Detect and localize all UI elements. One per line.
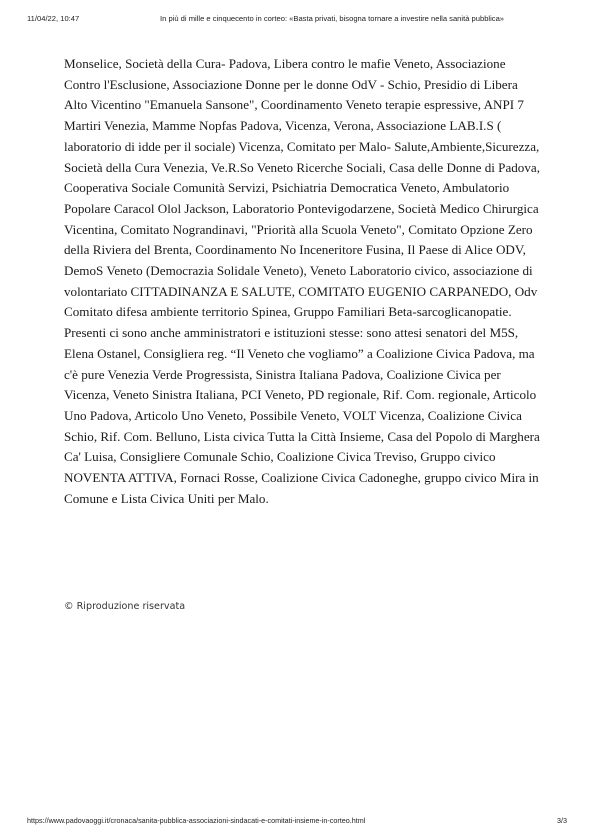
print-page-title: In più di mille e cinquecento in corteo: «Basta privati, bisogna tornare a investire nella sanità pubblica» bbox=[160, 14, 505, 23]
copyright-notice: © Riproduzione riservata bbox=[64, 601, 186, 612]
page-number: 3/3 bbox=[557, 816, 567, 825]
print-footer bbox=[27, 816, 567, 828]
print-header bbox=[27, 14, 567, 26]
print-url: https://www.padovaoggi.it/cronaca/sanita-pubblica-associazioni-sindacati-e-comitati-insieme-in-corteo.html bbox=[27, 816, 366, 825]
print-datetime: 11/04/22, 10:47 bbox=[27, 14, 80, 23]
article-body: Monselice, Società della Cura- Padova, Libera contro le mafie Veneto, Associazione Contro l'Esclusione, Associazione Donne per le donne OdV - Schio, Presidio di Libera Alto Vicentino "Emanuela Sansone", Coordinamento Veneto terapie espressive, ANPI 7 Martiri Venezia, Mamme Nopfas Padova, Vicenza, Verona, Associazione LAB.I.S ( laboratorio di idde per il sociale) Vicenza, Comitato per Malo- Salute,Ambiente,Sicurezza, Società della Cura Venezia, Ve.R.So Veneto Ricerche Sociali, Casa delle Donne di Padova, Cooperativa Sociale Comunità Servizi, Psichiatria Democratica Veneto, Ambulatorio Popolare Caracol Olol Jackson, Laboratorio Pontevigodarzene, Società Medico Chirurgica Vicentina, Comitato Nograndinavi, "Priorità alla Scuola Veneto", Comitato Opzione Zero della Riviera del Brenta, Coordinamento No Inceneritore Fusina, Il Paese di Alice ODV, DemoS Veneto (Democrazia Solidale Veneto), Veneto Laboratorio civico, associazione di volontariato CITTADINANZA E SALUTE, COMITATO EUGENIO CARPANEDO, Odv Comitato difesa ambiente territorio Spinea, Gruppo Familiari Beta-sarcoglicanopatie. Presenti ci sono anche amministratori e istituzioni stesse: sono attesi senatori del M5S, Elena Ostanel, Consigliera reg. “Il Veneto che vogliamo” a Coalizione Civica Padova, ma c'è pure Venezia Verde Progressista, Sinistra Italiana Padova, Coalizione Civica per Vicenza, Veneto Sinistra Italiana, PCI Veneto, PD regionale, Rif. Com. regionale, Articolo Uno Padova, Articolo Uno Veneto, Possibile Veneto, VOLT Vicenza, Coalizione Civica Schio, Rif. Com. Belluno, Lista civica Tutta la Città Insieme, Casa del Popolo di Marghera Ca' Luisa, Consigliere Comunale Schio, Coalizione Civica Treviso, Gruppo civico NOVENTA ATTIVA, Fornaci Rosse, Coalizione Civica Cadoneghe, gruppo civico Mira in Comune e Lista Civica Uniti per Malo. bbox=[64, 56, 540, 506]
